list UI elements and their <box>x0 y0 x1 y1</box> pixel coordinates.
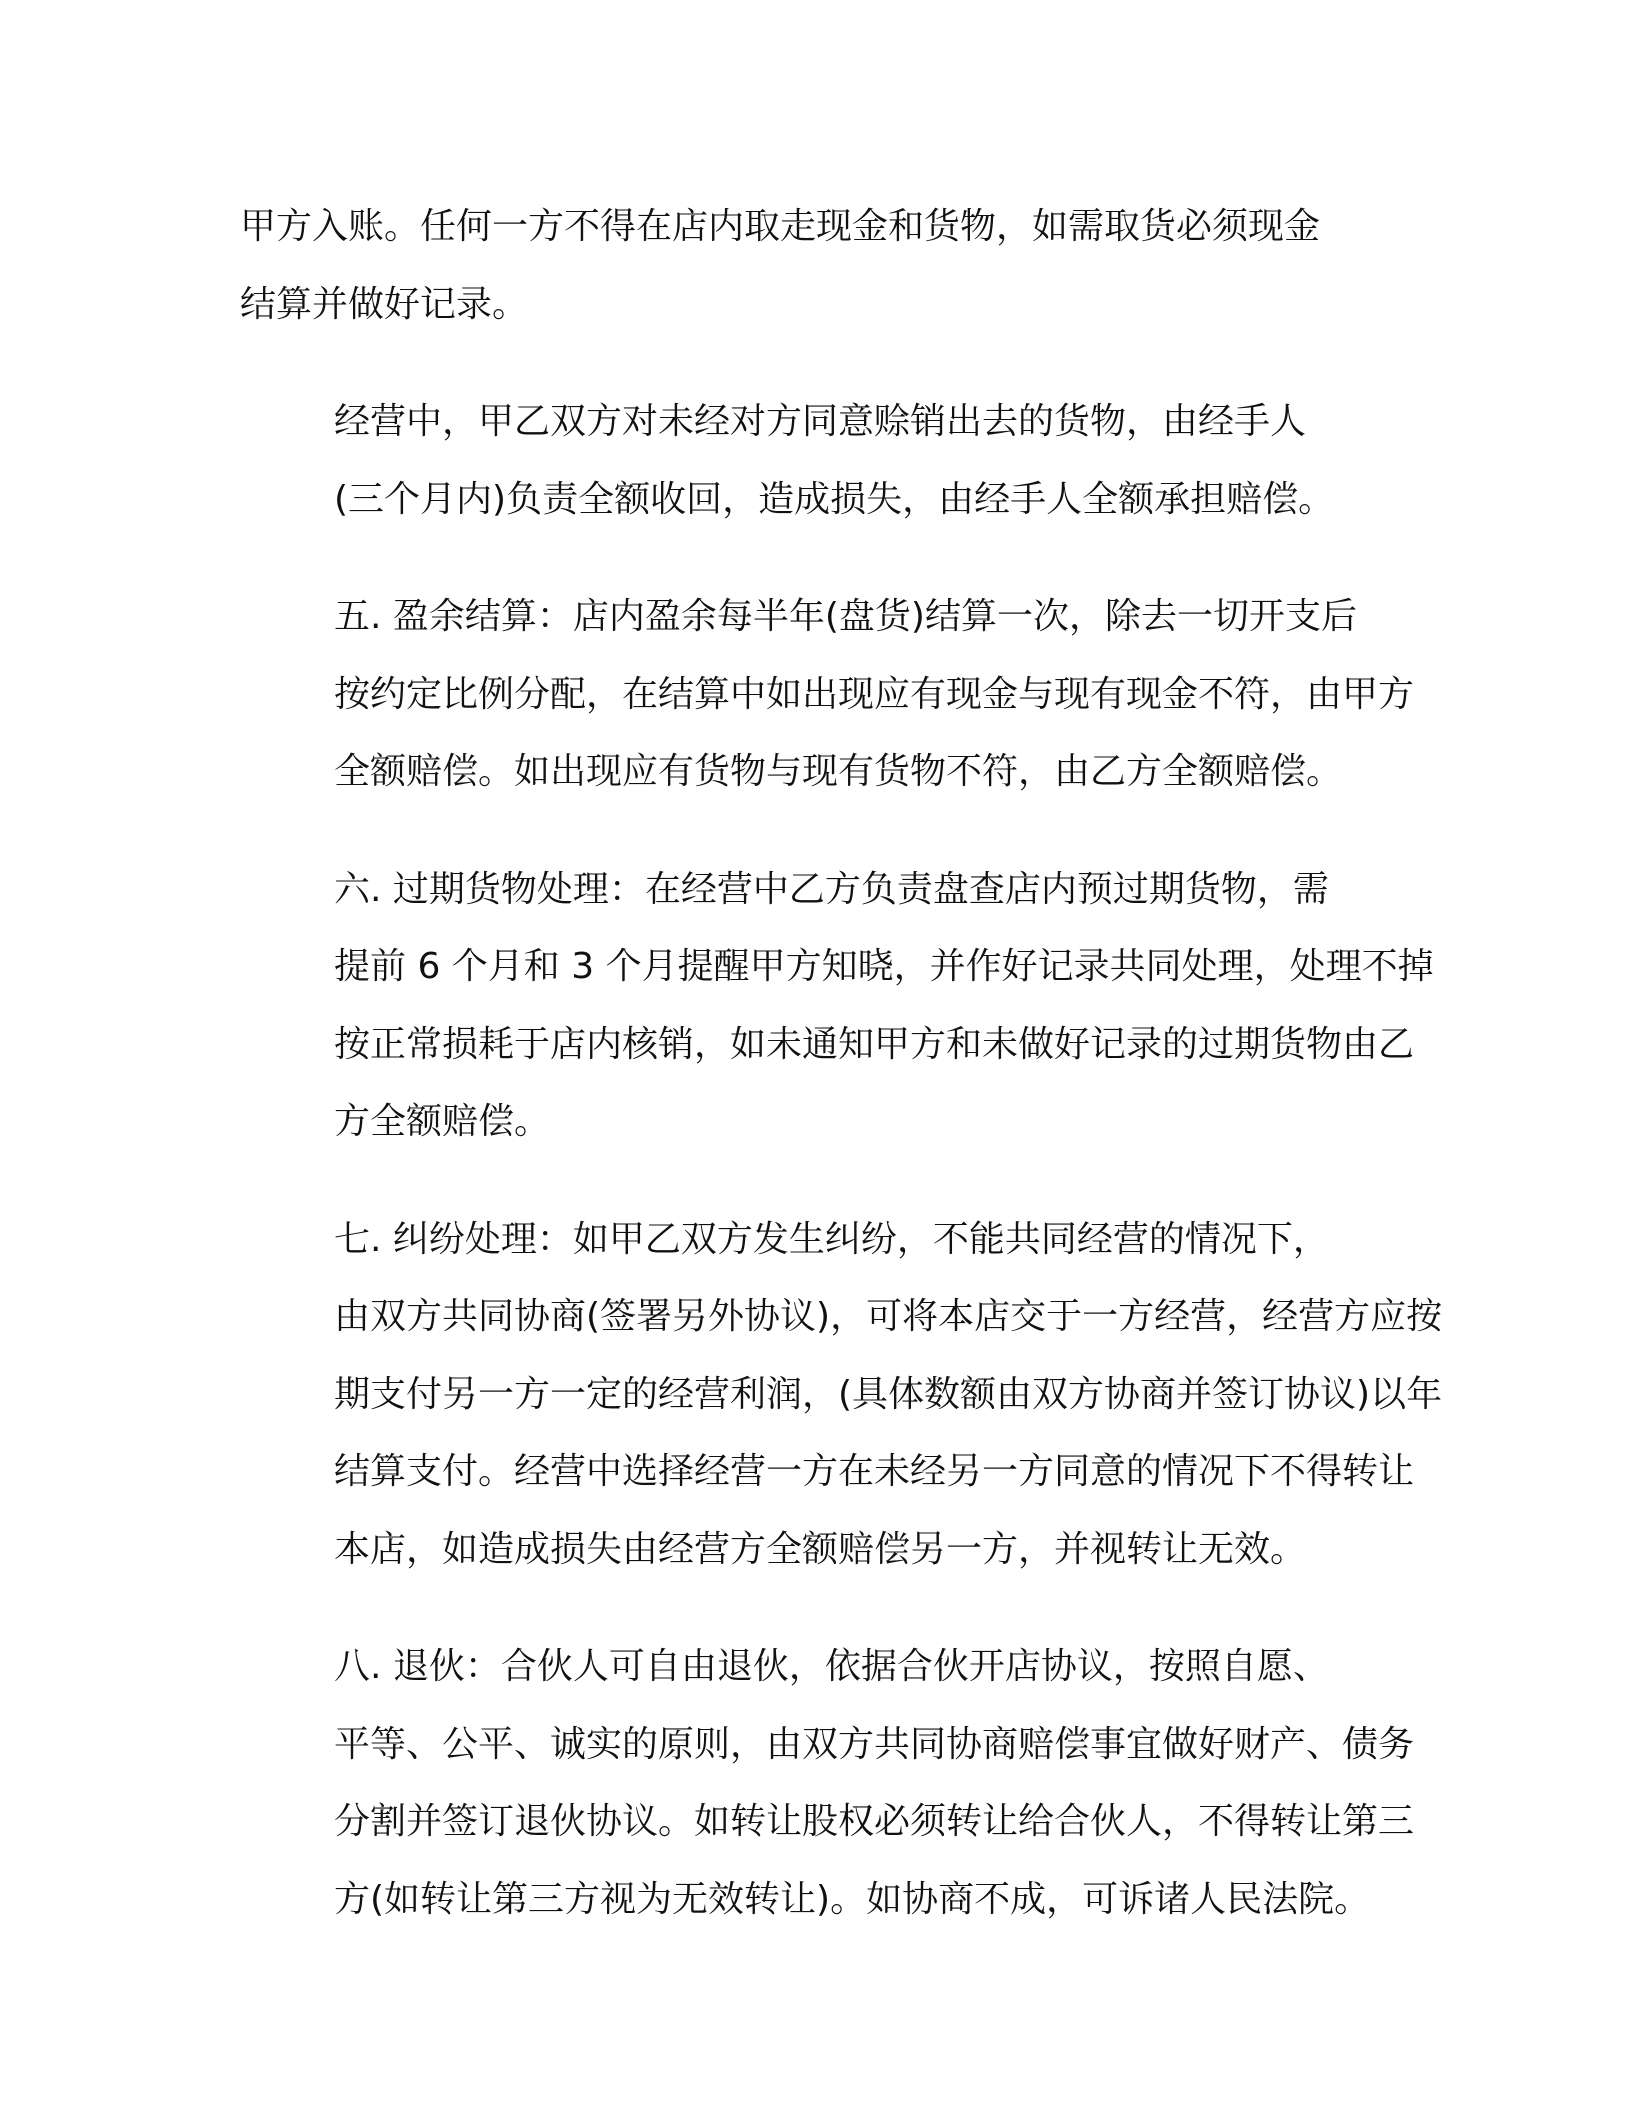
text-line: 分割并签订退伙协议。如转让股权必须转让给合伙人，不得转让第三 <box>334 1801 1415 1842</box>
text-line: 由双方共同协商(签署另外协议)，可将本店交于一方经营，经营方应按 <box>334 1296 1443 1337</box>
paragraph <box>240 383 1400 538</box>
document-body <box>240 188 1443 1978</box>
paragraph <box>240 188 1400 343</box>
text-line: 方全额赔偿。 <box>334 1101 551 1142</box>
paragraph <box>240 578 1415 811</box>
text-line: 按约定比例分配，在结算中如出现应有现金与现有现金不符，由甲方 <box>334 673 1415 715</box>
paragraph <box>240 1201 1443 1589</box>
text-line: 本店，如造成损失由经营方全额赔偿另一方，并视转让无效。 <box>334 1528 1307 1570</box>
text-line: 结算并做好记录。 <box>240 283 529 325</box>
text-line: 甲方入账。任何一方不得在店内取走现金和货物，如需取货必须现金 <box>240 206 1321 247</box>
text-line: 六. 过期货物处理：在经营中乙方负责盘查店内预过期货物，需 <box>334 868 1329 910</box>
text-line: 结算支付。经营中选择经营一方在未经另一方同意的情况下不得转让 <box>334 1451 1415 1492</box>
text-line: 平等、公平、诚实的原则，由双方共同协商赔偿事宜做好财产、债务 <box>334 1723 1415 1765</box>
text-line: 方(如转让第三方视为无效转让)。如协商不成，可诉诸人民法院。 <box>334 1878 1371 1920</box>
text-line: 按正常损耗于店内核销，如未通知甲方和未做好记录的过期货物由乙 <box>334 1023 1415 1065</box>
text-line: 八. 退伙：合伙人可自由退伙，依据合伙开店协议，按照自愿、 <box>334 1646 1329 1687</box>
text-line: 提前 6 个月和 3 个月提醒甲方知晓，并作好记录共同处理，处理不掉 <box>334 946 1434 987</box>
text-line: 七. 纠纷处理：如甲乙双方发生纠纷，不能共同经营的情况下， <box>334 1218 1329 1260</box>
text-line: 全额赔偿。如出现应有货物与现有货物不符，由乙方全额赔偿。 <box>334 751 1343 792</box>
text-line: 五. 盈余结算：店内盈余每半年(盘货)结算一次，除去一切开支后 <box>334 596 1357 637</box>
text-line: 期支付另一方一定的经营利润，(具体数额由双方协商并签订协议)以年 <box>334 1373 1443 1415</box>
text-line: (三个月内)负责全额收回，造成损失，由经手人全额承担赔偿。 <box>334 478 1335 520</box>
text-line: 经营中，甲乙双方对未经对方同意赊销出去的货物，由经手人 <box>334 401 1307 442</box>
paragraph <box>240 1628 1415 1938</box>
paragraph <box>240 851 1434 1161</box>
